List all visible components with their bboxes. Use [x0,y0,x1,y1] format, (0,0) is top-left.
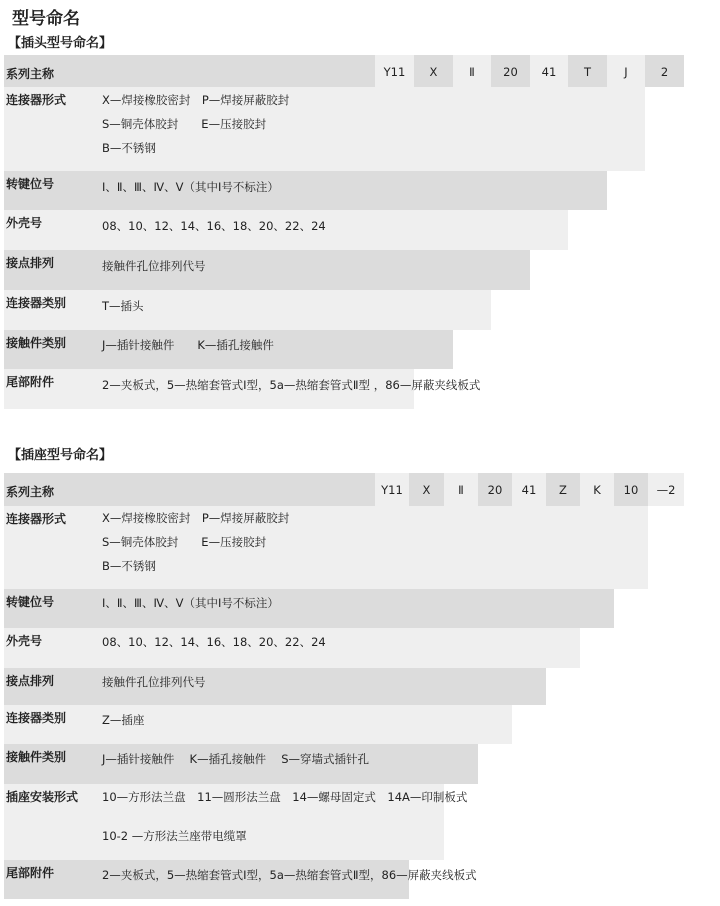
model-code: X [429,65,438,79]
row-label: 接触件类别 [6,336,67,350]
row-description: 10—方形法兰盘 11—圆形法兰盘 14—螺母固定式 14A—印制板式 [102,790,468,804]
model-code: 20 [503,65,518,79]
row-description: T—插头 [102,299,144,313]
model-code: Ⅱ [458,483,464,497]
row-label: 尾部附件 [6,375,55,389]
model-code: T [583,65,592,79]
row-description: J—插针接触件 K—插孔接触件 S—穿墙式插针孔 [102,752,370,766]
model-code: Y11 [381,483,403,497]
model-code: —2 [656,483,676,497]
row-label: 转键位号 [6,177,55,191]
model-code: K [593,483,601,497]
table-row [4,705,512,744]
model-code: Ⅱ [469,65,475,79]
row-label: 接点排列 [6,256,55,270]
model-code: 41 [541,65,557,79]
model-code: J [624,65,628,79]
table-row [4,473,375,506]
row-description: Z—插座 [102,713,145,727]
row-description: 2—夹板式，5—热缩套管式Ⅰ型，5a—热缩套管式Ⅱ型 ，86—屏蔽夹线板式 [102,378,481,392]
row-label: 外壳号 [6,634,43,648]
row-label: 系列主称 [6,67,55,81]
model-code: 2 [660,65,669,79]
row-description: S—铜壳体胶封 E—压接胶封 [102,535,267,549]
model-code: 41 [521,483,537,497]
row-description: B—不锈钢 [102,559,156,573]
table-row [4,668,546,705]
row-label: 外壳号 [6,216,43,230]
row-description: 2—夹板式，5—热缩套管式Ⅰ型，5a—热缩套管式Ⅱ型，86—屏蔽夹线板式 [102,868,477,882]
plug-heading: 【插头型号命名】 [8,36,113,51]
table-row [4,87,645,171]
row-description: Ⅰ、Ⅱ、Ⅲ、Ⅳ、Ⅴ（其中Ⅰ号不标注） [102,596,279,610]
table-row [4,290,491,330]
row-label: 尾部附件 [6,866,55,880]
model-code: 20 [487,483,503,497]
row-description: X—焊接橡胶密封 P—焊接屏蔽胶封 [102,511,290,525]
socket-heading: 【插座型号命名】 [8,448,113,463]
row-description: 08、10、12、14、16、18、20、22、24 [102,219,326,233]
row-description: 接触件孔位排列代号 [102,259,206,273]
row-label: 转键位号 [6,595,55,609]
row-label: 连接器类别 [6,296,67,310]
row-description: 10-2 —方形法兰座带电缆罩 [102,829,247,843]
row-description: J—插针接触件 K—插孔接触件 [102,338,274,352]
row-description: 08、10、12、14、16、18、20、22、24 [102,635,326,649]
row-label: 系列主称 [6,485,55,499]
page-title: 型号命名 [12,9,80,29]
table-row [4,250,530,290]
row-label: 接触件类别 [6,750,67,764]
table-row [4,55,375,87]
row-label: 插座安装形式 [6,790,79,804]
row-label: 连接器形式 [6,93,67,107]
row-description: X—焊接橡胶密封 P—焊接屏蔽胶封 [102,93,290,107]
row-description: S—铜壳体胶封 E—压接胶封 [102,117,267,131]
row-label: 接点排列 [6,674,55,688]
row-label: 连接器形式 [6,512,67,526]
row-description: B—不锈钢 [102,141,156,155]
row-label: 连接器类别 [6,711,67,725]
model-code: X [422,483,431,497]
model-code: Y11 [383,65,406,79]
model-code: 10 [623,483,639,497]
row-description: Ⅰ、Ⅱ、Ⅲ、Ⅳ、Ⅴ（其中Ⅰ号不标注） [102,180,279,194]
table-row [4,589,614,628]
table-row [4,506,648,589]
table-row [4,171,607,210]
model-code: Z [559,483,567,497]
row-description: 接触件孔位排列代号 [102,675,206,689]
